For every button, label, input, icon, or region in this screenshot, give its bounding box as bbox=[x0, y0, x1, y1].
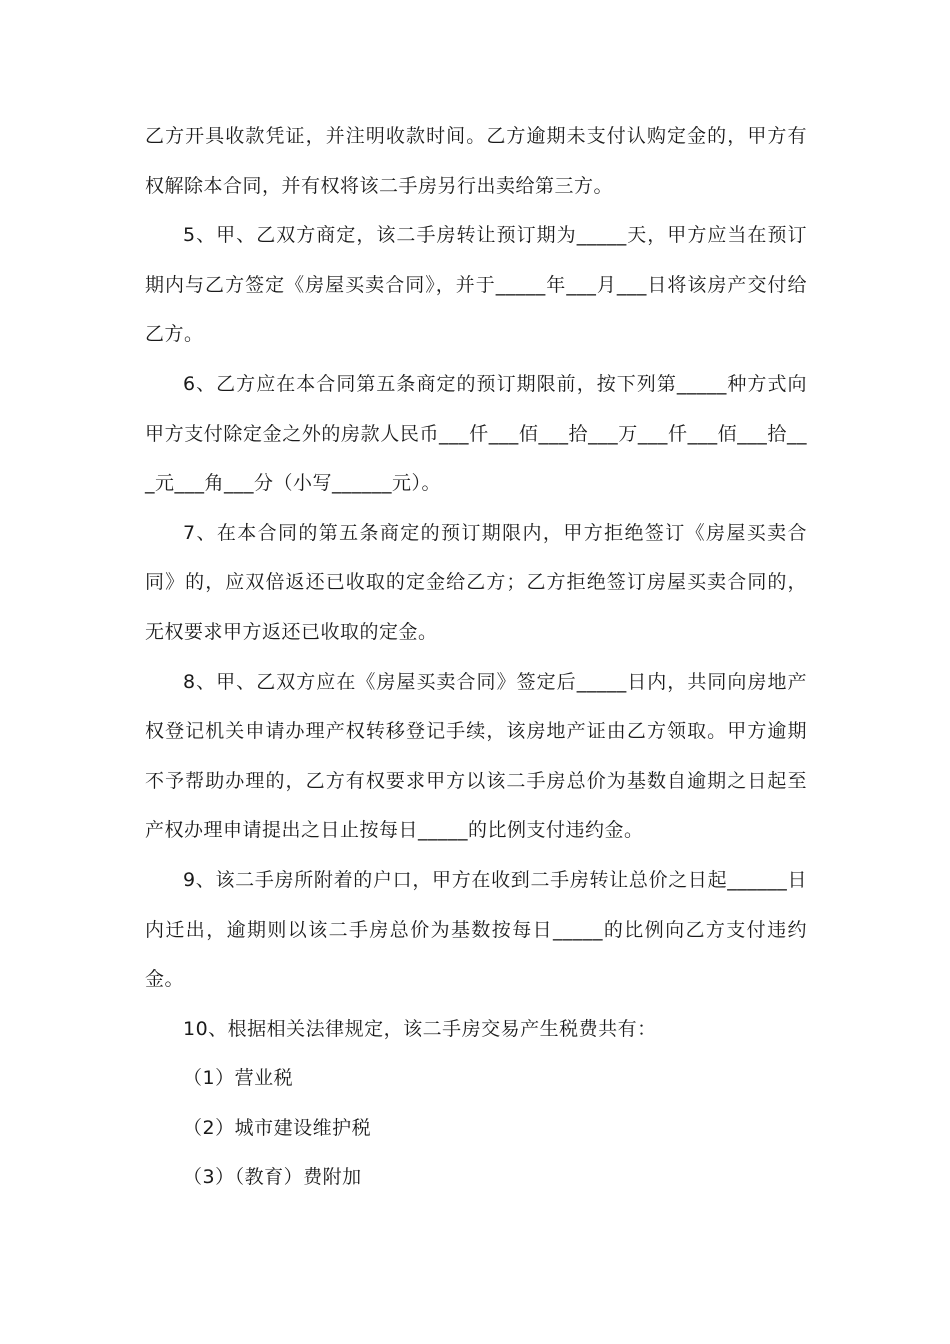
clause-5: 5、甲、乙双方商定，该二手房转让预订期为_____天，甲方应当在预订期内与乙方签定《房屋买卖合同》，并于_____年___月___日将该房产交付给乙方。 bbox=[145, 224, 807, 346]
clause-7: 7、在本合同的第五条商定的预订期限内，甲方拒绝签订《房屋买卖合同》的，应双倍返还已收取的定金给乙方；乙方拒绝签订房屋买卖合同的，无权要求甲方返还已收取的定金。 bbox=[145, 521, 807, 643]
tax-item-urban-construction-tax: （2）城市建设维护税 bbox=[183, 1116, 372, 1139]
tax-item-business-tax: （1）营业税 bbox=[183, 1067, 294, 1090]
clause-9: 9、该二手房所附着的户口，甲方在收到二手房转让总价之日起______日内迁出，逾期则以该二手房总价为基数按每日_____的比例向乙方支付违约金。 bbox=[145, 868, 807, 991]
clause-8: 8、甲、乙双方应在《房屋买卖合同》签定后_____日内，共同向房地产权登记机关申请办理产权转移登记手续，该房地产证由乙方领取。甲方逾期不予帮助办理的，乙方有权要求甲方以该二手房总价为基数自逾期之日起至产权办理申请提出之日止按每日_____的比例支付违约金。 bbox=[145, 670, 807, 842]
clause-6: 6、乙方应在本合同第五条商定的预订期限前，按下列第_____种方式向甲方支付除定金之外的房款人民币___仟___佰___拾___万___仟___佰___拾___元___角___分（小写______元）。 bbox=[145, 372, 807, 495]
document-body bbox=[145, 112, 807, 1203]
clause-10: 10、根据相关法律规定，该二手房交易产生税费共有： bbox=[183, 1017, 657, 1040]
paragraph-continuation: 乙方开具收款凭证，并注明收款时间。乙方逾期未支付认购定金的，甲方有权解除本合同，并有权将该二手房另行出卖给第三方。 bbox=[145, 125, 807, 197]
tax-item-education-surcharge: （3）（教育）费附加 bbox=[183, 1166, 362, 1189]
